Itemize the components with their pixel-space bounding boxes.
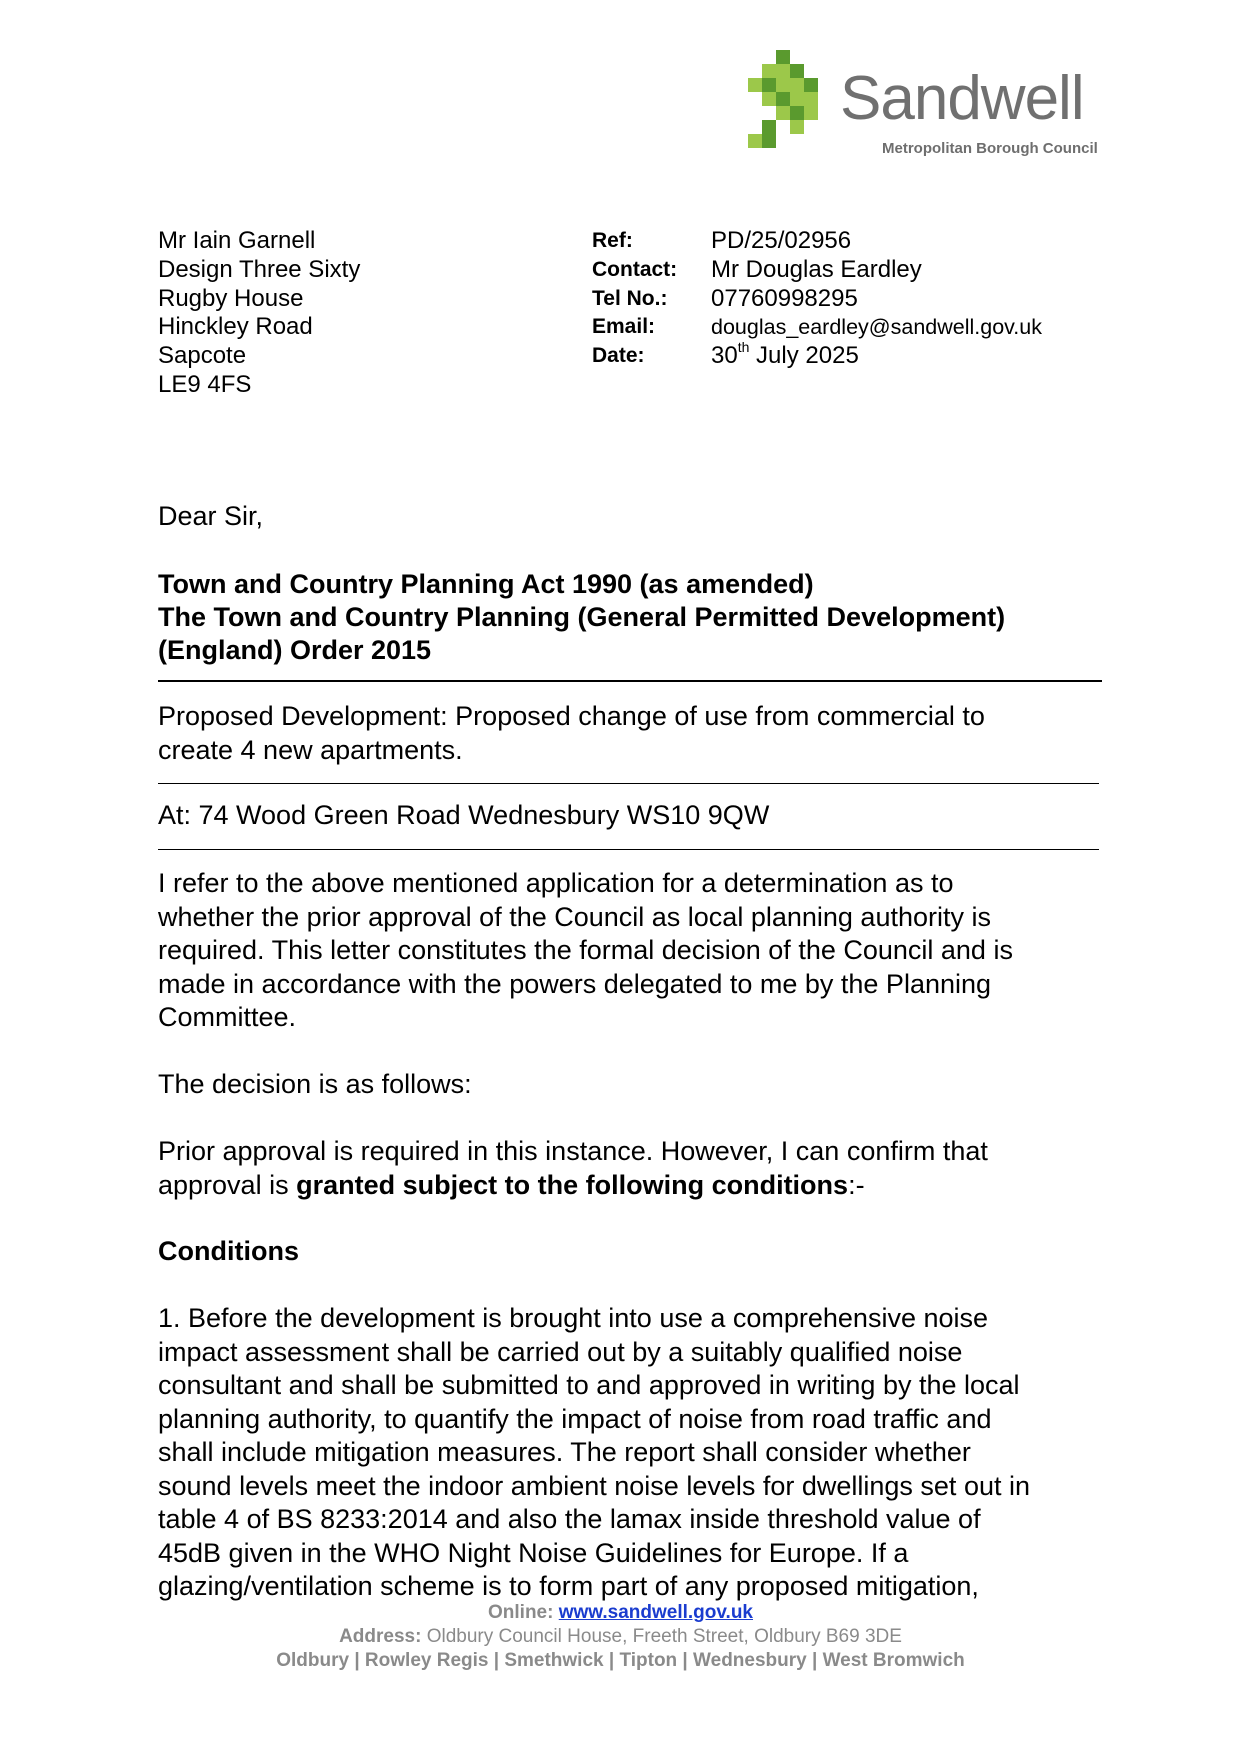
decision-bold: granted subject to the following conditions xyxy=(296,1169,849,1200)
intro-line: required. This letter constitutes the formal decision of the Council and is xyxy=(158,935,1013,965)
website-link[interactable]: www.sandwell.gov.uk xyxy=(558,1602,753,1623)
condition-line: sound levels meet the indoor ambient noise levels for dwellings set out in xyxy=(158,1470,1030,1501)
email-value: douglas_eardley@sandwell.gov.uk xyxy=(711,315,1042,340)
condition-line: glazing/ventilation scheme is to form part of any proposed mitigation, xyxy=(158,1571,979,1601)
recipient-line: Design Three Sixty xyxy=(158,255,361,283)
ref-row xyxy=(592,227,1042,256)
conditions-heading xyxy=(158,1235,1098,1269)
heading-line: The Town and Country Planning (General Permitted Development) xyxy=(158,602,1006,632)
legislation-heading xyxy=(158,568,1005,667)
heading-line: (England) Order 2015 xyxy=(158,635,432,665)
date-value xyxy=(711,339,859,371)
address-label: Address: xyxy=(339,1626,422,1647)
condition-line: planning authority, to quantify the impact of noise from road traffic and xyxy=(158,1403,992,1434)
decision-line xyxy=(158,1169,1098,1203)
proposal-line: Proposed Development: Proposed change of use from commercial to xyxy=(158,701,985,731)
recipient-line: Hinckley Road xyxy=(158,313,313,341)
intro-line: I refer to the above mentioned application for a determination as to xyxy=(158,868,954,898)
divider xyxy=(158,680,1102,682)
recipient-address xyxy=(158,227,360,400)
reference-block xyxy=(592,227,1042,371)
site-line: At: 74 Wood Green Road Wednesbury WS10 9QW xyxy=(158,800,770,830)
decision-prefix: approval is xyxy=(158,1169,297,1200)
condition-line: impact assessment shall be carried out by a suitably qualified noise xyxy=(158,1336,963,1367)
online-label: Online: xyxy=(488,1602,554,1623)
tel-row xyxy=(592,285,1042,314)
decision-paragraph xyxy=(158,1135,1098,1202)
condition-line: 45dB given in the WHO Night Noise Guidelines for Europe. If a xyxy=(158,1537,909,1568)
intro-line: made in accordance with the powers delegated to me by the Planning xyxy=(158,968,992,999)
intro-line: Committee. xyxy=(158,1002,297,1032)
date-suffix: th xyxy=(737,339,750,356)
footer-address xyxy=(0,1625,1241,1649)
contact-label: Contact: xyxy=(592,257,678,281)
proposed-development xyxy=(158,700,1098,767)
ref-value: PD/25/02956 xyxy=(711,227,852,254)
footer-towns xyxy=(0,1649,1241,1673)
divider xyxy=(158,783,1099,784)
intro-paragraph xyxy=(158,867,1098,1035)
address-value: Oldbury Council House, Freeth Street, Oldbury B69 3DE xyxy=(426,1626,902,1647)
divider xyxy=(158,849,1099,850)
contact-value: Mr Douglas Eardley xyxy=(711,255,922,283)
logo-wordmark: Sandwell xyxy=(840,64,1084,133)
recipient-line: Rugby House xyxy=(158,284,304,312)
decision-line: Prior approval is required in this instance. However, I can confirm that xyxy=(158,1136,988,1166)
condition-line: consultant and shall be submitted to and approved in writing by the local xyxy=(158,1370,1020,1400)
decision-intro-line: The decision is as follows: xyxy=(158,1069,472,1099)
conditions-heading-text: Conditions xyxy=(158,1236,299,1266)
date-row xyxy=(592,339,1042,371)
council-logo xyxy=(748,50,1098,160)
recipient-line: Mr Iain Garnell xyxy=(158,227,316,254)
condition-line: shall include mitigation measures. The report shall consider whether xyxy=(158,1437,971,1467)
condition-1 xyxy=(158,1302,1098,1604)
date-month-year: July 2025 xyxy=(749,342,859,370)
site-address xyxy=(158,799,1098,833)
recipient-line: Sapcote xyxy=(158,342,247,370)
proposal-line: create 4 new apartments. xyxy=(158,734,463,765)
contact-row xyxy=(592,256,1042,285)
date-label: Date: xyxy=(592,344,645,368)
ref-label: Ref: xyxy=(592,229,633,252)
heading-line: Town and Country Planning Act 1990 (as amended) xyxy=(158,569,814,599)
greeting: Dear Sir, xyxy=(158,501,264,531)
logo-subtitle: Metropolitan Borough Council xyxy=(882,140,1098,157)
condition-line: table 4 of BS 8233:2014 and also the lamax inside threshold value of xyxy=(158,1504,981,1534)
tel-value: 07760998295 xyxy=(711,284,858,312)
decision-intro xyxy=(158,1068,1098,1102)
tel-label: Tel No.: xyxy=(592,286,668,310)
sandwell-logo-icon xyxy=(748,50,838,154)
towns-list: Oldbury | Rowley Regis | Smethwick | Tipton | Wednesbury | West Bromwich xyxy=(276,1650,965,1671)
date-day: 30 xyxy=(711,342,738,370)
condition-line: 1. Before the development is brought into use a comprehensive noise xyxy=(158,1303,989,1333)
decision-suffix: :- xyxy=(848,1169,865,1200)
footer-online xyxy=(0,1601,1241,1625)
email-label: Email: xyxy=(592,315,656,339)
email-row xyxy=(592,313,1042,342)
recipient-line: LE9 4FS xyxy=(158,370,252,398)
intro-line: whether the prior approval of the Council as local planning authority is xyxy=(158,901,991,932)
